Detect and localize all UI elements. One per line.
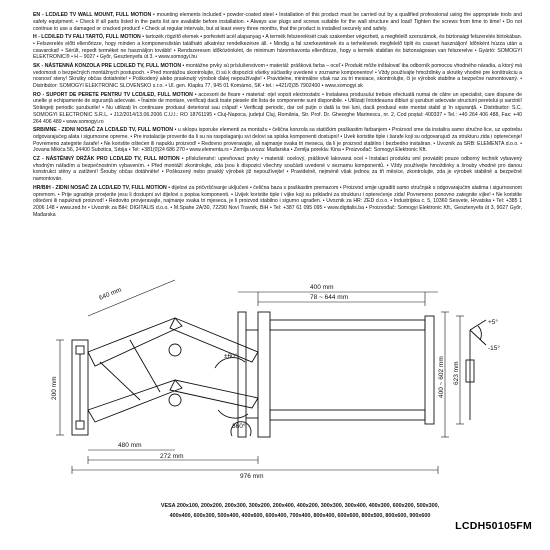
section-title: EN - LCD/LED TV WALL MOUNT, FULL MOTION — [33, 12, 152, 18]
wall-plate — [72, 340, 88, 435]
arm-width-label: 976 mm — [240, 473, 264, 480]
depth-label: 640 mm — [98, 286, 123, 302]
bottom-swivel-label: 360° — [232, 423, 246, 430]
height-label: 400 mm — [310, 284, 334, 291]
section-body: • accesorii de fixare • material: oțel vopsit electrostatic • Instalarea produsului trebuie efectuată numai de către un specialist, care dispune de unelte și echipamente de siguranță adecvate. • Înainte de montare, verificați dacă toate piesele din lista de componente sunt disponibile. • Utilizați întotdeauna dibluri și șuruburi adecvate structurii peretelui și sarcinii! Strângeți periodic șuruburile! • Nu utilizați în continuare produsul deteriorat sau crăpat! • Verificați periodic, dar cel puțin o dată la trei luni, dacă produsul este montat stabil și în siguranță. • Distribuitor: S.C. SOMOGYI ELECTRONIC S.R.L. • J12/2014/13.06.2006 C.U.I.: RO 18761195 • Cluj-Napoca, județul Cluj, România, Str. Prof. Dr. Gheorghe Marinescu, nr. 2, Cod poștal: 400337 • Tel.: +40 264 406 488, Fax: +40 264 406 489 • www.somogyi.ro — [33, 91, 522, 125]
arm-inner-label: 272 mm — [160, 453, 184, 460]
section-title: CZ - NÁSTĚNNÝ DRŽÁK PRO LCD/LED TV, FULL MOTION — [33, 155, 180, 162]
tv-bracket — [238, 312, 434, 437]
right-height-label: 623 mm — [453, 361, 460, 385]
vesa-line-1: VESA 200x100, 200x200, 200x300, 300x200, 200x400, 400x200, 300x300, 300x400, 400x300, 600x200, 500x300, — [160, 503, 440, 509]
section-title: HR/BIH - ZIDNI NOSAČ ZA LCD/LED TV, FULL MOTION — [33, 184, 167, 191]
product-code: LCDH50105FM — [455, 520, 532, 532]
vesa-line-2: 400x400, 600x300, 500x400, 400x600, 600x400, 700x400, 800x400, 600x600, 800x500, 800x600, 900x600 — [169, 512, 431, 519]
section-body: • montážne prvky sú príslušenstvom • materiál: prášková farba – oceľ • Produkt môže inštalovať iba odborník pomocou vhodného náradia, a ktorý má vedomosti o bezpečných montážnych postupoch. • Pred montážou skontrolujte, či sú k dispozícii všetky súčiastky uvedené v zozname komponentov! • Vždy používajte hmoždinky a skrutky vhodné pre konštrukciu a nosnosť steny! Skrutky občas dotiahnite! • Poškodený alebo prasknutý výrobok ďalej nepoužívajte! • Pravidelne, minimálne však raz za tri mesiace, skontrolujte, či je výrobok stabilne a bezpečne namontovaný. • Distribútor: SOMOGYI ELEKTRONIC SLOVENSKO s.r.o. • Ul. gen. Klapku 77, 945 01 Komárno, SK • tel.: +421/0)35 7902400 • www.somogyi.sk — [33, 62, 522, 90]
articulating-arm — [88, 318, 258, 422]
top-width-label: 78 ~ 644 mm — [310, 294, 349, 301]
tilt-down-label: -15° — [488, 345, 500, 352]
section-body: • příslušenství: upevňovací prvky • materiál: ocelový, práškově lakovaná ocel • Instalaci produktu smí provádět pouze odborný technik vybavený vhodným nářadím a bezpečnostním vybavením. • Před montáží zkontrolujte, zda jsou k dispozici všechny součásti uvedené v seznamu komponentů. • Vždy používejte hmoždinky a šrouby vhodné pro danou konstrukci stěny a zatížení! Šrouby občas dotáhněte! • Poškozený nebo prasklý výrobek již nepoužívejte! • Pravidelně, nejméně však jednou za tři měsíce, zkontrolujte, zda je výrobek stabilně a bezpečně namontován. — [33, 155, 522, 183]
section-body: • mounting elements included • powder-coated steel • Installation of this product must be carried out by a qualified professional using the appropriate tools and safety equipment. • Check if all parts listed in the parts list are available before installation. • Always use plugs and screws suitable for the wall structure and load! Tighten the screws from time to time! • Do not continue to use a damaged or cracked product! • Check at regular intervals, but at least every three months, that the product is installed securely and safely. — [33, 12, 522, 32]
section-title: RO - SUPORT DE PERETE PENTRU TV LCD/LED, FULL MOTION — [33, 91, 193, 98]
section-body: • tartozék rögzítő elemek • porfestett acél alapanyag • A termék felszerelését csak szakember végezheti, a megfelelő szerszámok, és biztonsági felszerelés birtokában. • Felszerelés előtt ellenőrizze, hogy minden a komponenslistán található alkatrész rendelkezésre áll. • Mindig a fal szerkezetének és a terhelésnek megfelelő tiplit és csavart használjon! Időnként húzza után a csavarokat! • Sérült, repedt terméket ne használjon tovább! • Rendszeresen időközönként, de minimum háromhavonta ellenőrizze, hogy a termék stabilan és biztonságosan van felszerelve • Gyártó: SOMOGYI ELEKTRONIC® • H – 9027 • Győr, Gesztenyefa út 3. • www.somogyi.hu — [33, 34, 522, 61]
tilt-indicator — [466, 320, 486, 420]
section-title: H - LCD/LED TV FALI TARTÓ, FULL MOTION — [33, 34, 141, 41]
vesa-height-label: 400 ~ 602 mm — [438, 356, 445, 398]
tilt-up-label: +5° — [488, 319, 499, 326]
swivel-label: ±60° — [224, 353, 238, 360]
section-title: SRB/MNE - ZIDNI NOSAČ ZA LCD/LED TV, FULL MOTION — [33, 127, 173, 134]
section-title: SK - NÁSTENNÁ KONZOLA PRE LCD/LED TV, FULL MOTION — [33, 62, 182, 69]
wall-plate-label: 200 mm — [51, 376, 58, 400]
arm-depth-label: 480 mm — [118, 442, 142, 449]
vesa-compatibility — [100, 502, 500, 521]
section-body: • u sklopu isporuke elementi za montažu • čelična konzola sa statičkim praškastim farbanjem • Proizvod sme da instalira samo stručno lice, uz upotrebu odgovarajućeg alata i sigurnosne opreme. • Pre instalacije proverite da li su na raspolaganju svi delovi sa spiska komponenti dostupni! • Uvek koristite tiple i šarafe koji su odgovarajući za strukturu zida i opterećenje! Povremeno zategnite šarafe! • Ne koristite oštećen ili napuklu proizvod! • Redovno proveravajte, ali najmanje svaka tri meseca, da li je proizvod stabilno i bezbedno instaliran. • Uvoznik za SRB: ELEMENTA d.o.o. • Jovana Mikića 56, 24400 Subotica, Srbija • Tel: +381(0)24 686 270 • www.elementa.rs • Zemlja uvoza: Mađarska • Zemlja porekla: Kina • Proizvođač: Somogyi Elektronic Kft. — [33, 127, 522, 154]
section-body: • dijelovi za pričvršćivanje uključeni • čelična baza s praškastim premazom • Proizvod smije ugraditi samo stručnjak s odgovarajućim alatima i sigurnosnom opremom. • Prije ugradnje provjerite jesu li dostupni svi dijelovi s popisa komponenti. • Uvijek koristite tiple i vijke koji su prikladni za strukturu i opterećenje zida! Povremeno ponovno zategnite vijke! • Ne koristite oštećeni ili napuknuti proizvod! • Redovito provjeravajte, najmanje svaka tri mjeseca, je li proizvod stabilno i sigurno ugrađen. • Uvoznik za HR: ZED d.o.o. • Industrijska c. 5, 10360 Sesvete, Hrvatska • Tel: +385 1 2006 148 • www.zed.hr • Uvoznik za BiH: DIGITALIS d.o.o. • M.Spahe 2A/30, 72290 Novi Travnik, BiH • Tel: +387 61 095 095 • www.digitalis.ba • Proizvođač: Somogyi Elektronic Kft., Gesztenyefa út 3, 9027 Győr, Mađarska — [33, 184, 523, 218]
